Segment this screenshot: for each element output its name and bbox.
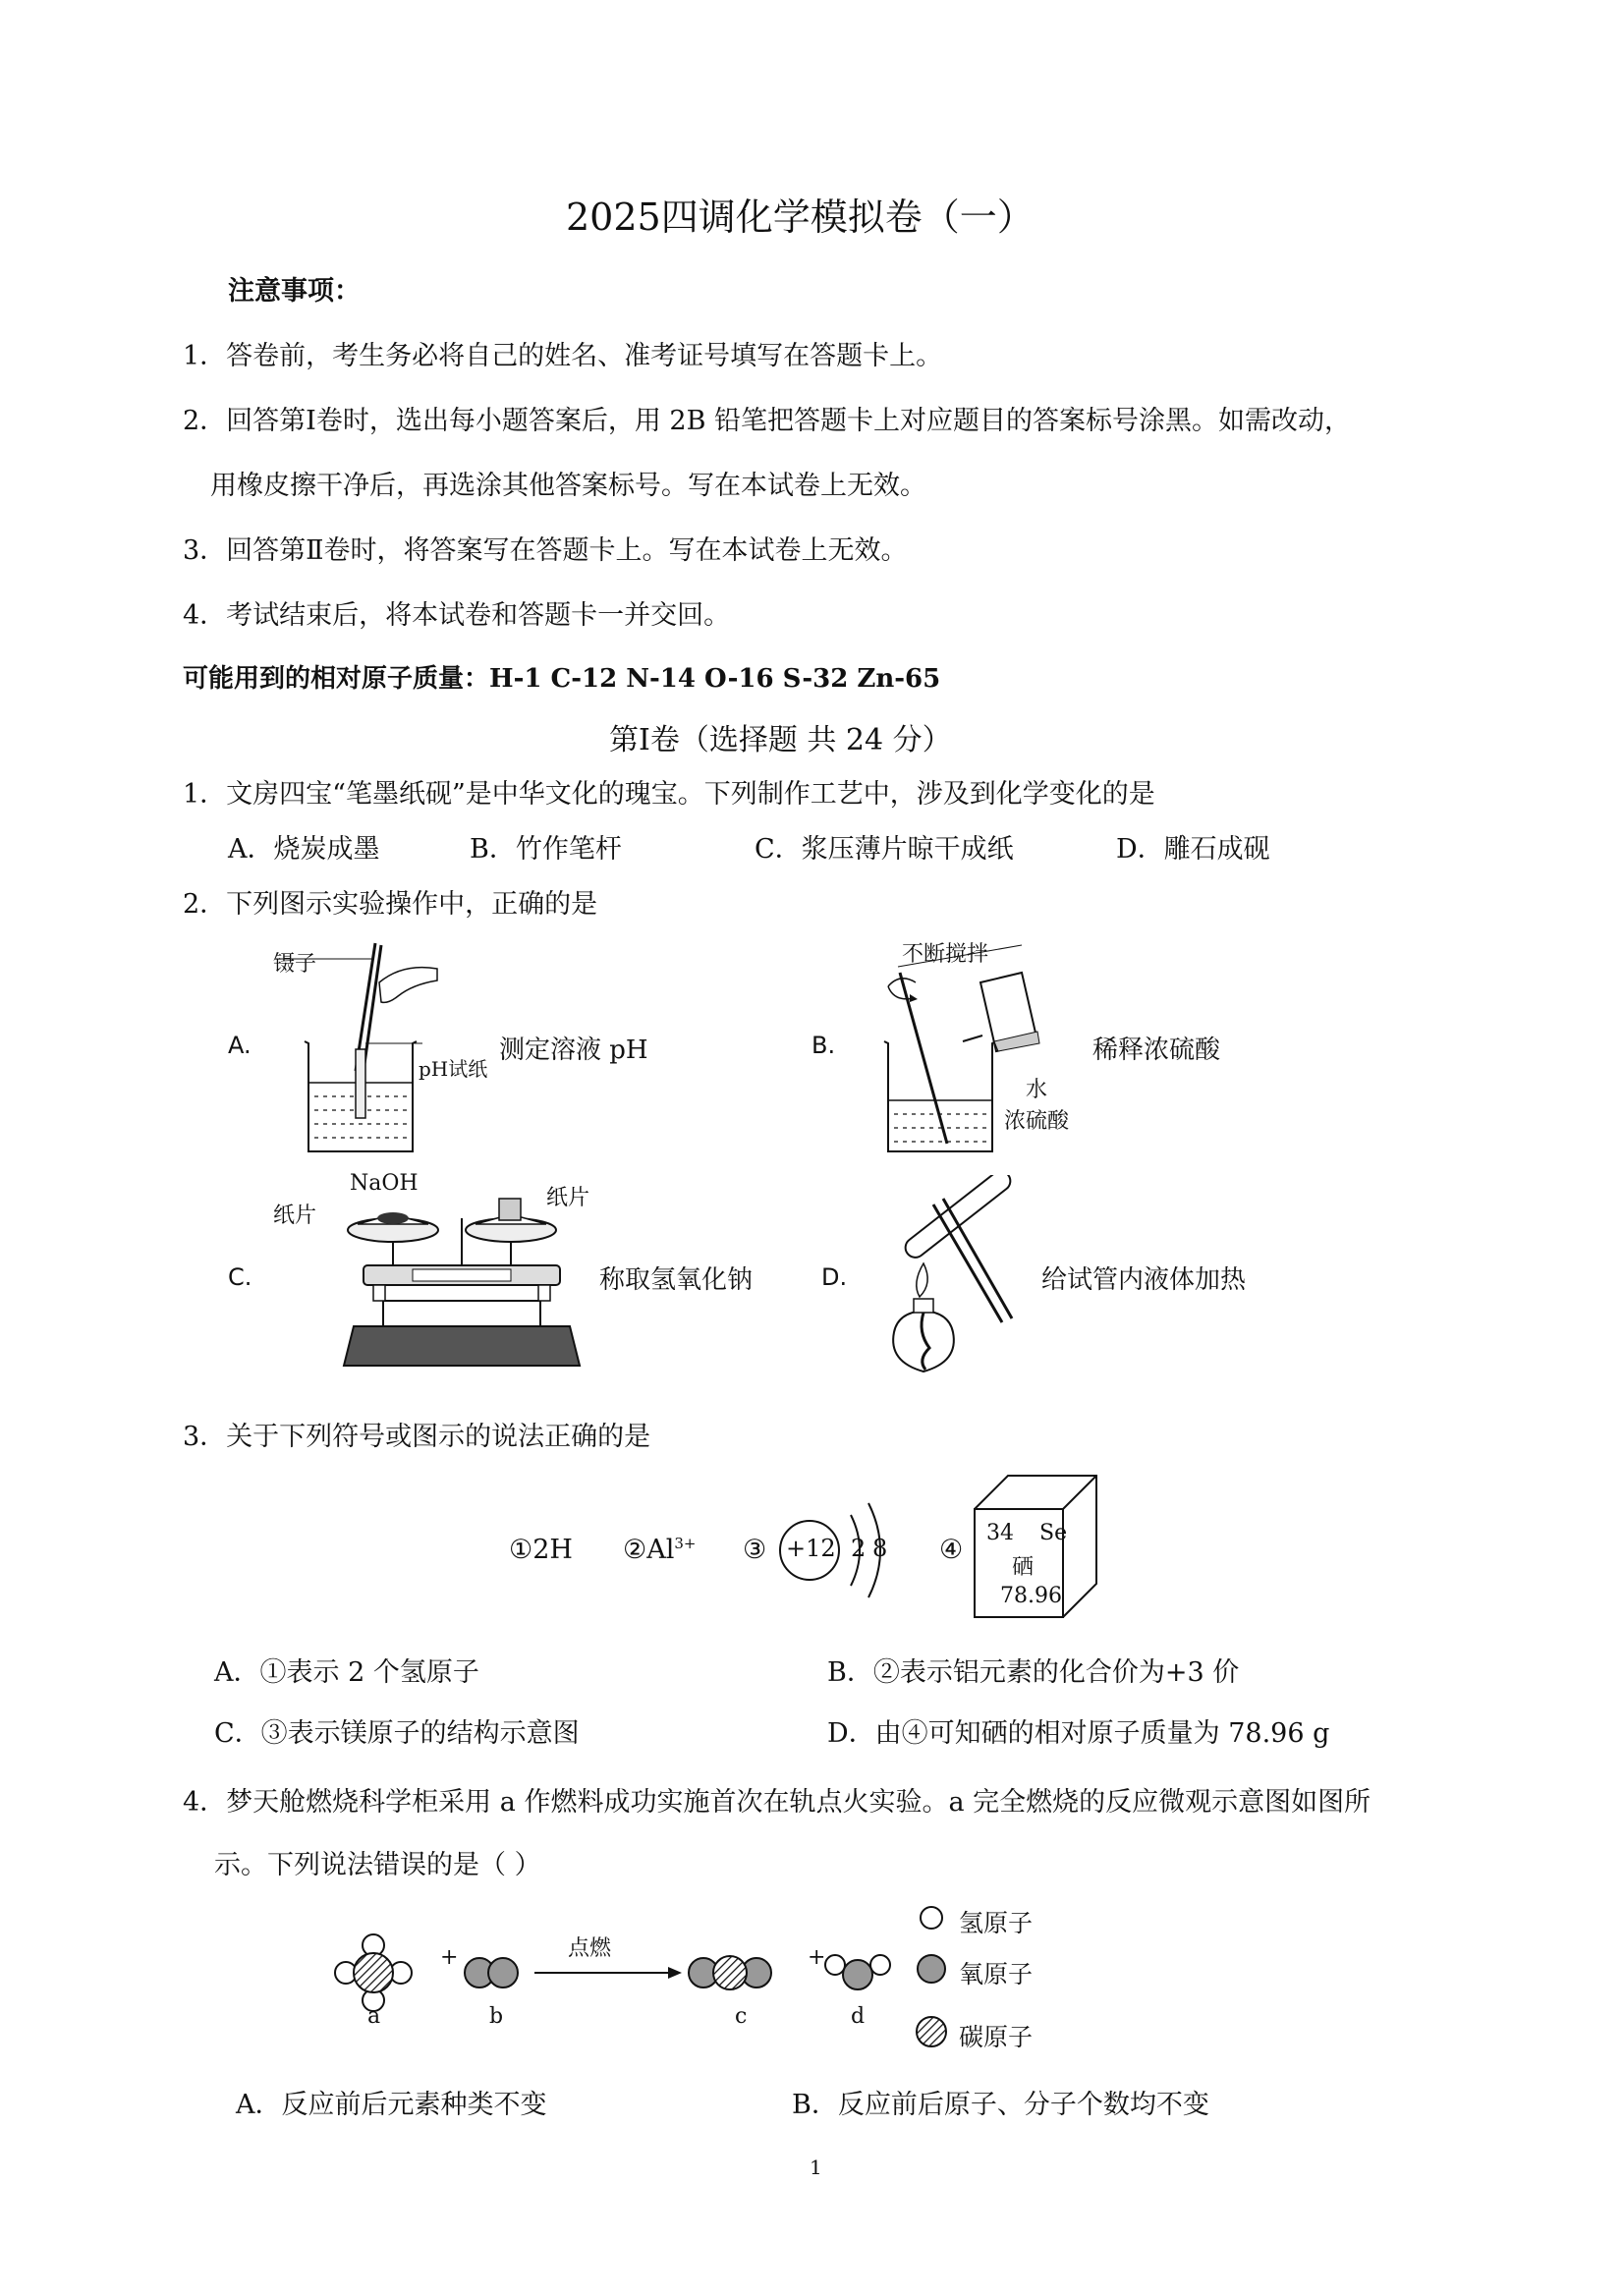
q2-d-caption: 给试管内液体加热 — [1041, 1265, 1247, 1295]
molecule-a — [335, 1934, 412, 2011]
q3-symbol-3: ③ — [743, 1535, 767, 1565]
legend-hydrogen: 氢原子 — [959, 1909, 1034, 1937]
label-tweezers: 镊子 — [273, 952, 317, 977]
q3-option-d: D．由④可知硒的相对原子质量为 78.96 g — [827, 1718, 1330, 1749]
nucleus-charge: +12 — [786, 1535, 836, 1562]
shell-1-electrons: 2 — [851, 1535, 867, 1562]
q2-a-letter: A. — [228, 1032, 252, 1059]
q3-symbol-4: ④ — [939, 1535, 964, 1565]
label-naoh: NaOH — [350, 1171, 419, 1196]
q4-option-b: B．反应前后原子、分子个数均不变 — [792, 2090, 1209, 2120]
q2-b-letter: B. — [812, 1032, 836, 1059]
notice-item-3: 3．回答第Ⅱ卷时，将答案写在答题卡上。写在本试卷上无效。 — [183, 535, 908, 566]
q3-symbol-1: ①2H — [509, 1535, 573, 1565]
label-a: a — [367, 2004, 381, 2029]
label-paper-left: 纸片 — [273, 1204, 317, 1228]
q1-option-b: B．竹作笔杆 — [470, 834, 622, 865]
notice-item-2: 2．回答第Ⅰ卷时，选出每小题答案后，用 2B 铅笔把答题卡上对应题目的答案标号涂黑。如需改动， — [183, 406, 1352, 436]
q2-d-letter: D. — [821, 1263, 848, 1291]
notice-item-1: 1．答卷前，考生务必将自己的姓名、准考证号填写在答题卡上。 — [183, 341, 943, 371]
q1-option-a: A．烧炭成墨 — [228, 834, 380, 865]
notice-item-4: 4．考试结束后，将本试卷和答题卡一并交回。 — [183, 600, 731, 631]
legend-swatches — [912, 1896, 951, 2063]
label-keep-stirring: 不断搅拌 — [902, 942, 989, 967]
molecule-d — [825, 1955, 890, 1989]
se-atomic-number: 34 — [986, 1521, 1014, 1545]
plus-sign-1: + — [440, 1945, 459, 1970]
q2-a-caption: 测定溶液 pH — [499, 1036, 648, 1065]
label-conc-acid: 浓硫酸 — [1004, 1109, 1070, 1134]
molecule-c — [689, 1956, 771, 1989]
q3-symbol-2-charge: 3+ — [674, 1535, 697, 1552]
q2-c-letter: C. — [228, 1263, 252, 1291]
label-ph-paper: pH试纸 — [419, 1057, 488, 1081]
q4-stem-line-2: 示。下列说法错误的是（ ） — [214, 1850, 541, 1880]
heating-tube-figure — [865, 1175, 1041, 1381]
se-name: 硒 — [1012, 1555, 1035, 1580]
section-heading: 第Ⅰ卷（选择题 共 24 分） — [609, 723, 952, 757]
q1-stem: 1．文房四宝“笔墨纸砚”是中华文化的瑰宝。下列制作工艺中，涉及到化学变化的是 — [183, 779, 1155, 810]
q2-b-caption: 稀释浓硫酸 — [1092, 1036, 1221, 1065]
se-atomic-mass: 78.96 — [1000, 1584, 1062, 1608]
label-paper-right: 纸片 — [546, 1186, 590, 1210]
legend-carbon: 碳原子 — [959, 2023, 1034, 2051]
q2-c-caption: 称取氢氧化钠 — [599, 1265, 754, 1295]
notice-heading: 注意事项： — [228, 276, 361, 307]
q4-stem-line-1: 4．梦天舱燃烧科学柜采用 a 作燃料成功实施首次在轨点火实验。a 完全燃烧的反应微观示意图如图所 — [183, 1787, 1371, 1818]
q3-symbol-2 — [623, 1535, 696, 1565]
label-water: 水 — [1026, 1078, 1048, 1102]
q3-option-c: C．③表示镁原子的结构示意图 — [214, 1718, 580, 1749]
q3-option-a: A．①表示 2 个氢原子 — [214, 1657, 479, 1688]
q4-option-a: A．反应前后元素种类不变 — [236, 2090, 547, 2120]
legend-oxygen: 氧原子 — [959, 1960, 1034, 1988]
reaction-micro-diagram — [324, 1896, 914, 2044]
q1-option-d: D．雕石成砚 — [1116, 834, 1270, 865]
page-number: 1 — [810, 2156, 822, 2179]
label-d: d — [851, 2004, 866, 2029]
plus-sign-2: + — [808, 1945, 826, 1970]
page-title: 2025四调化学模拟卷（一） — [566, 196, 1035, 239]
atomic-mass-line: 可能用到的相对原子质量：H-1 C-12 N-14 O-16 S-32 Zn-65 — [183, 664, 941, 694]
se-symbol: Se — [1039, 1521, 1068, 1545]
q3-option-b: B．②表示铝元素的化合价为+3 价 — [827, 1657, 1240, 1688]
q3-symbol-2-base: ②Al — [623, 1535, 675, 1565]
arrow-label-ignite: 点燃 — [568, 1936, 612, 1961]
shell-2-electrons: 8 — [872, 1535, 888, 1562]
label-c: c — [735, 2004, 748, 2029]
notice-item-2-cont: 用橡皮擦干净后，再选涂其他答案标号。写在本试卷上无效。 — [210, 471, 926, 501]
q3-stem: 3．关于下列符号或图示的说法正确的是 — [183, 1422, 651, 1452]
q1-option-c: C．浆压薄片晾干成纸 — [755, 834, 1014, 865]
q2-stem: 2．下列图示实验操作中，正确的是 — [183, 889, 598, 920]
label-b: b — [489, 2004, 504, 2029]
molecule-b — [465, 1958, 518, 1988]
